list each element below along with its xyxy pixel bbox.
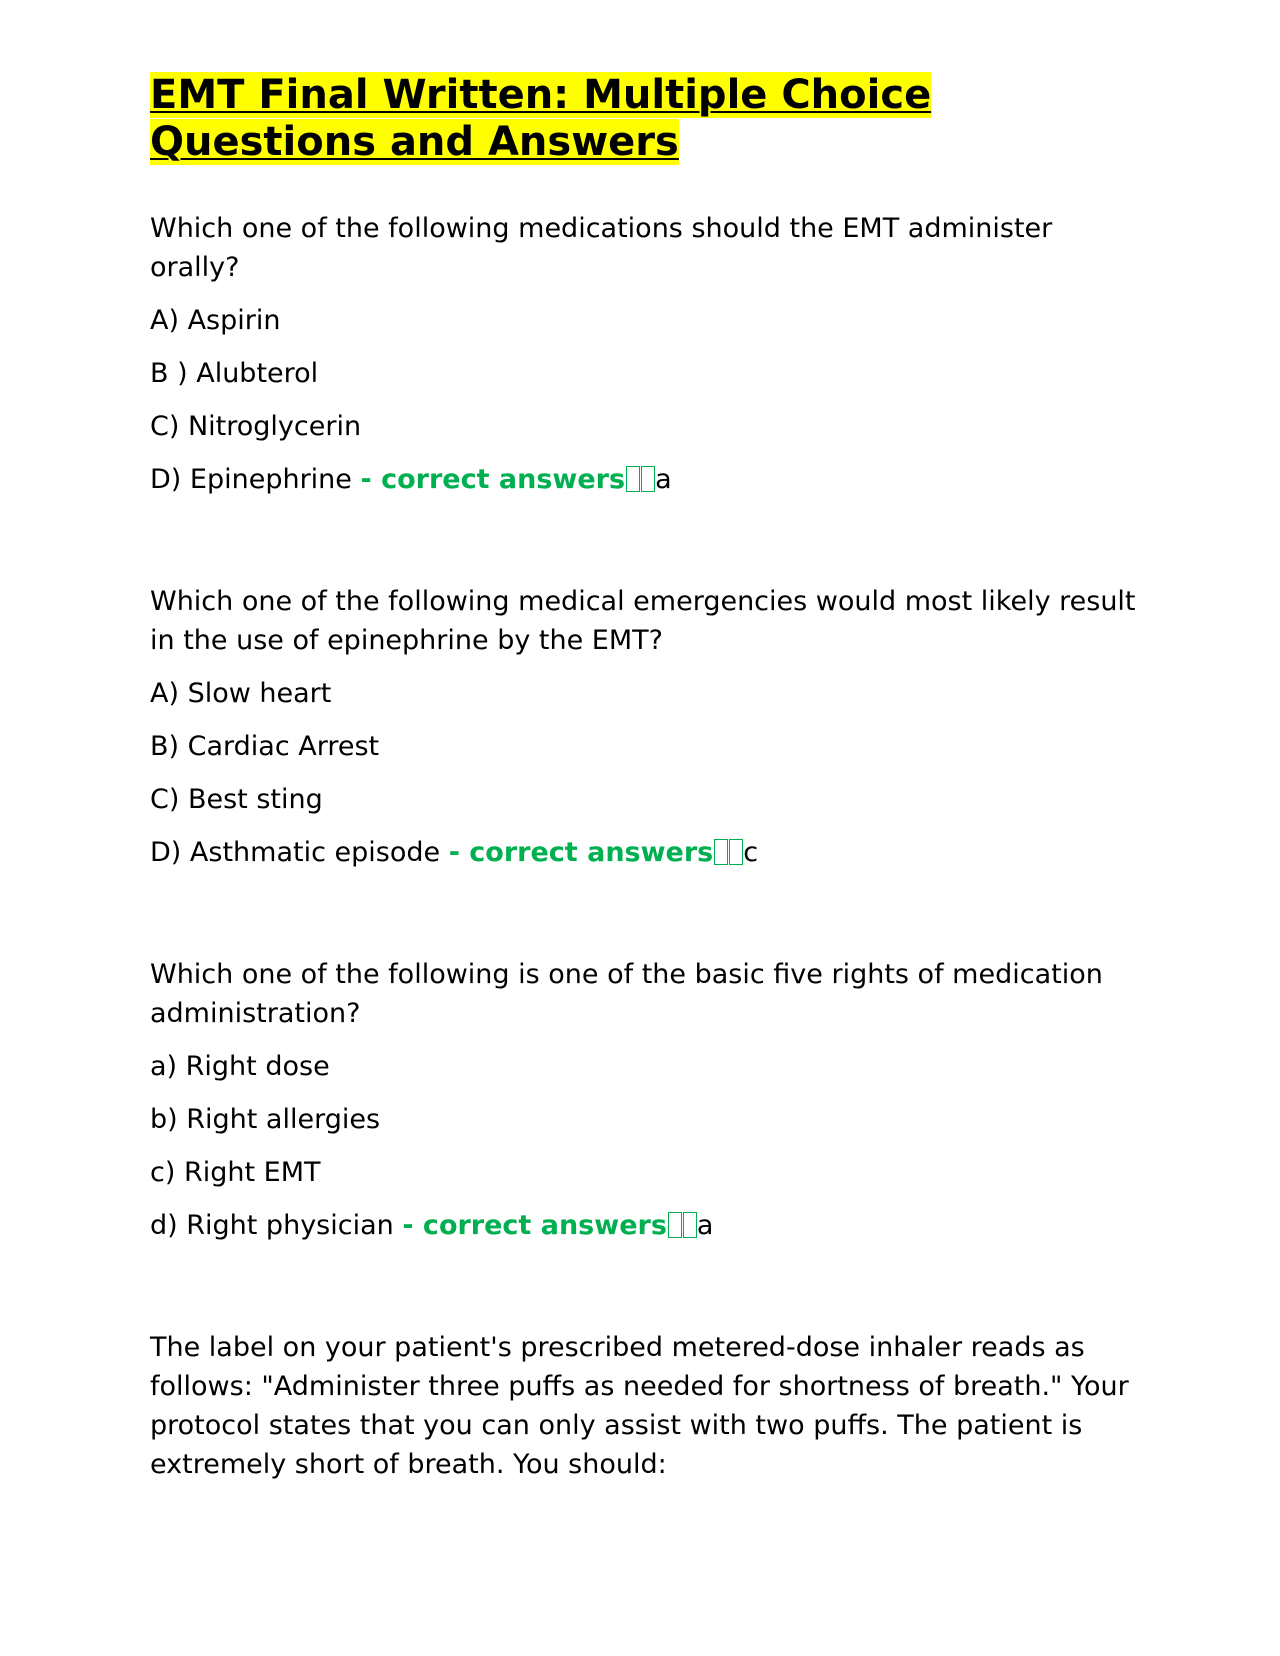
correct-answers-label: - correct answers (402, 1210, 667, 1241)
missing-glyph-icon (667, 1206, 697, 1245)
question-text: The label on your patient's prescribed metered-dose inhaler reads as follows: "Administer three puffs as needed for shortness of breath." Your protocol states that you can only assist with two puffs. The patient is extremely short of breath. You should: (150, 1332, 1129, 1480)
correct-answers-label: - correct answers (448, 837, 714, 868)
option-a: A) Slow heart (150, 678, 332, 709)
option-d (150, 1206, 1140, 1245)
missing-glyph-icon (713, 833, 743, 872)
answer-letter: c (743, 837, 759, 868)
option-d-text: D) Epinephrine (150, 464, 361, 495)
option-d (150, 833, 1140, 872)
title-line-2: Questions and Answers (150, 119, 679, 165)
answer-letter: a (696, 1210, 714, 1241)
option-d (150, 460, 1140, 499)
question-block-1 (150, 209, 1140, 499)
correct-answers-label: - correct answers (360, 464, 626, 495)
title-line-1: EMT Final Written: Multiple Choice (150, 72, 932, 118)
question-text: Which one of the following is one of the basic five rights of medication administration? (150, 959, 1103, 1029)
option-a: a) Right dose (150, 1051, 330, 1082)
option-c: c) Right EMT (150, 1157, 321, 1188)
question-block-3 (150, 955, 1140, 1245)
option-b: b) Right allergies (150, 1104, 381, 1135)
option-b: B) Cardiac Arrest (150, 731, 380, 762)
option-c: C) Best sting (150, 784, 323, 815)
answer-letter: a (655, 464, 672, 495)
option-b: B ) Alubterol (150, 358, 319, 389)
question-block-4 (150, 1328, 1140, 1484)
question-text: Which one of the following medications should the EMT administer orally? (150, 213, 1053, 283)
option-c: C) Nitroglycerin (150, 411, 362, 442)
document-title (150, 72, 1140, 166)
question-block-2 (150, 582, 1140, 872)
question-text: Which one of the following medical emergencies would most likely result in the use of epinephrine by the EMT? (150, 586, 1136, 656)
option-d-text: d) Right physician (150, 1210, 403, 1241)
option-a: A) Aspirin (150, 305, 281, 336)
document-page (150, 72, 1140, 1480)
missing-glyph-icon (625, 460, 655, 499)
option-d-text: D) Asthmatic episode (150, 837, 449, 868)
